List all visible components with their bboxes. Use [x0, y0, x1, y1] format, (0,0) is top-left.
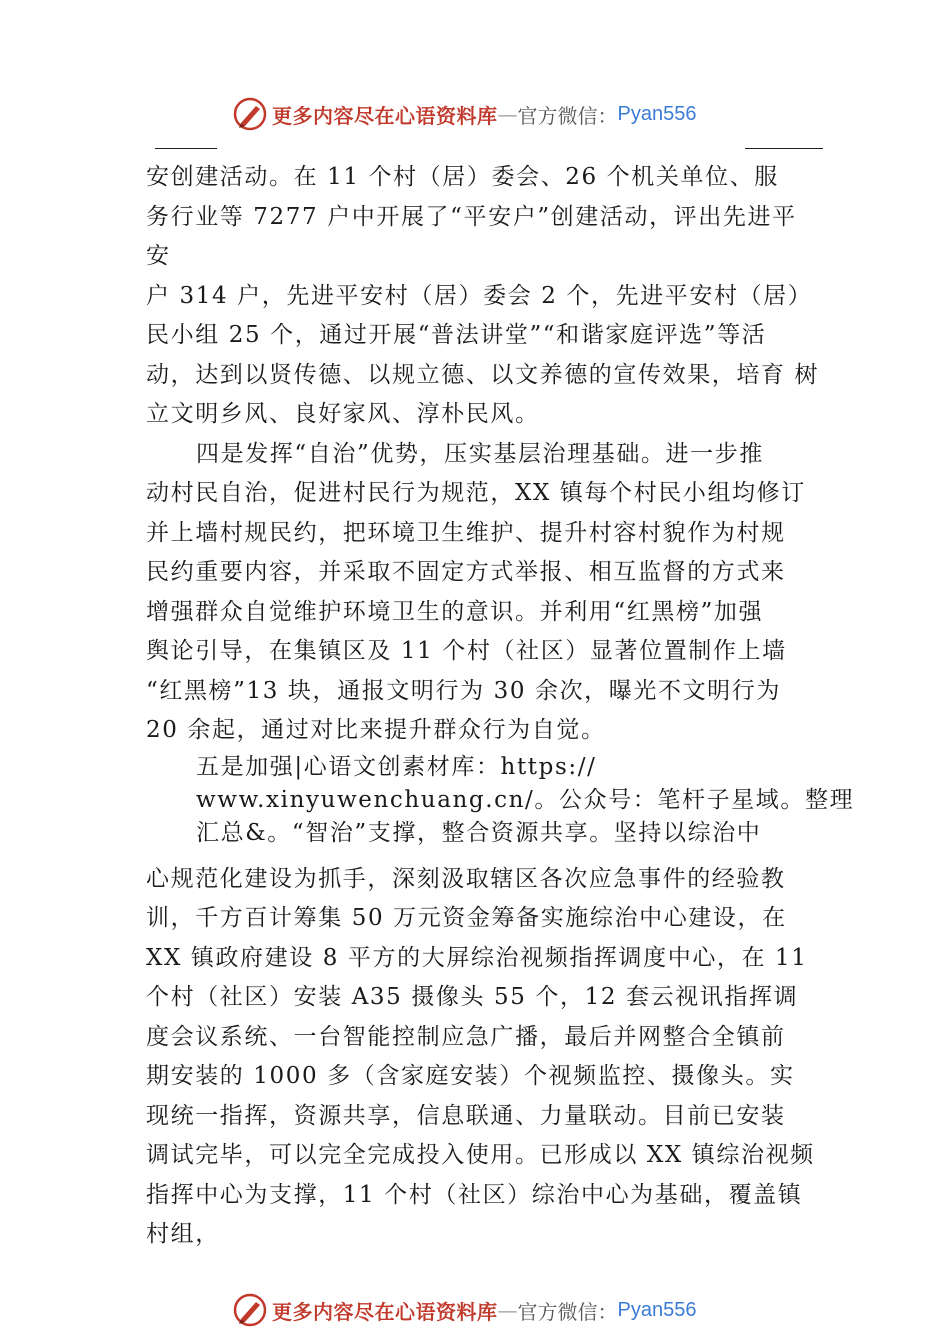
text-line: 安	[146, 243, 171, 269]
text-line: 民约重要内容，并采取不固定方式举报、相互监督的方式来	[146, 559, 786, 585]
text-line: 20 余起，通过对比来提升群众行为自觉。	[146, 717, 606, 743]
text-line: 增强群众自觉维护环境卫生的意识。并利用“红黑榜”加强	[146, 598, 764, 625]
text-line: 村组，	[146, 1221, 220, 1247]
text-line: 并上墙村规民约，把环境卫生维护、提升村容村貌作为村规	[146, 519, 786, 546]
text-line: 民小组 25 个，通过开展“普法讲堂”“和谐家庭评选”等活	[146, 322, 767, 348]
header-separator: —	[497, 102, 518, 126]
inserted-note-line: 汇总&。“智治”支撑，整合资源共享。坚持以综治中	[196, 819, 762, 846]
footer-separator: —	[497, 1298, 518, 1322]
paragraph-start-line: 五是加强|心语文创素材库：https://	[196, 753, 597, 780]
footer-wechat-id: Pyan556	[617, 1298, 697, 1321]
text-line: 舆论引导，在集镇区及 11 个村（社区）显著位置制作上墙	[146, 638, 787, 664]
document-body	[146, 158, 855, 1255]
text-line: 度会议系统、一台智能控制应急广播，最后并网整合全镇前	[146, 1023, 786, 1050]
header-rule-left	[155, 148, 217, 149]
footer-wechat-label: 官方微信：	[517, 1299, 618, 1324]
text-line: 户 314 户，先进平安村（居）委会 2 个，先进平安村（居）	[146, 282, 813, 309]
pen-logo-icon	[232, 1292, 268, 1328]
text-line: 立文明乡风、良好家风、淳朴民风。	[146, 401, 540, 427]
inserted-note-line: www.xinyuwenchuang.cn/。公众号：笔杆子星域。整理	[196, 786, 855, 813]
text-line: 务行业等 7277 户中开展了“平安户”创建活动，评出先进平	[146, 203, 797, 230]
text-line: 现统一指挥，资源共享，信息联通、力量联动。目前已安装	[146, 1102, 786, 1129]
paragraph-start-line: 四是发挥“自治”优势，压实基层治理基础。进一步推	[196, 440, 764, 467]
text-line: 安创建活动。在 11 个村（居）委会、26 个机关单位、服	[146, 164, 779, 190]
header-brand-text: 更多内容尽在心语资料库	[272, 103, 498, 128]
footer-brand-text: 更多内容尽在心语资料库	[272, 1299, 498, 1324]
text-line: 期安装的 1000 多（含家庭安装）个视频监控、摄像头。实	[146, 1063, 795, 1089]
text-line: 心规范化建设为抓手，深刻汲取辖区各次应急事件的经验教	[146, 865, 786, 892]
header-wechat-label: 官方微信：	[517, 103, 618, 128]
header-banner	[232, 94, 696, 134]
text-line: 动村民自治，促进村民行为规范，XX 镇每个村民小组均修订	[146, 480, 806, 506]
footer-banner	[232, 1290, 696, 1330]
pen-logo-icon	[232, 96, 268, 132]
text-line: 动，达到以贤传德、以规立德、以文养德的宣传效果，培育 树	[146, 361, 820, 388]
text-line: 个村（社区）安装 A35 摄像头 55 个，12 套云视讯指挥调	[146, 984, 799, 1010]
text-line: XX 镇政府建设 8 平方的大屏综治视频指挥调度中心，在 11	[146, 944, 808, 971]
header-rule-right	[745, 148, 823, 149]
text-line: “红黑榜”13 块，通报文明行为 30 余次，曝光不文明行为	[146, 677, 781, 704]
text-line: 训，千方百计筹集 50 万元资金筹备实施综治中心建设，在	[146, 905, 787, 931]
text-line: 调试完毕，可以完全完成投入使用。已形成以 XX 镇综治视频	[146, 1142, 815, 1168]
text-line: 指挥中心为支撑，11 个村（社区）综治中心为基础，覆盖镇	[146, 1181, 803, 1208]
header-wechat-id: Pyan556	[617, 102, 697, 125]
